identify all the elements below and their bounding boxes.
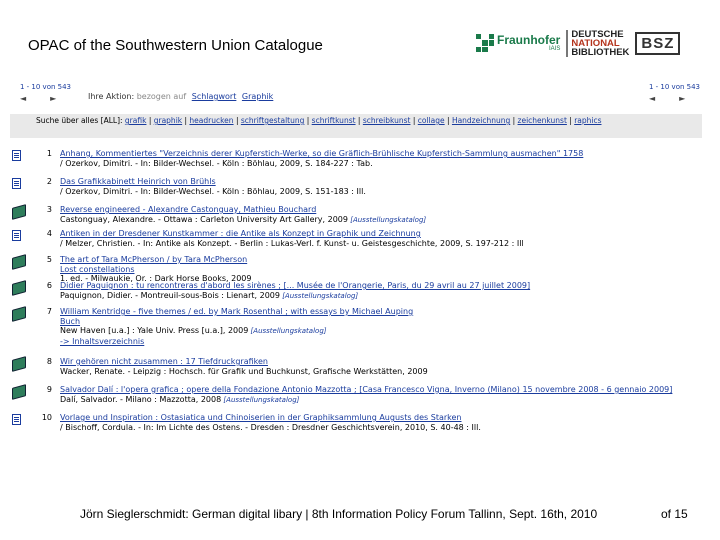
dnb-line-3: BIBLIOTHEK: [571, 46, 630, 58]
result-secondary-link[interactable]: Buch: [60, 316, 81, 326]
result-secondary-link[interactable]: Lost constellations: [60, 264, 135, 274]
book-icon: [12, 386, 23, 397]
separator: |: [182, 116, 190, 125]
search-prefix: Suche über alles [ALL]:: [36, 116, 123, 125]
result-tag: [Ausstellungskatalog]: [248, 327, 327, 335]
result-text: [60, 255, 700, 284]
result-title-link[interactable]: William Kentridge - five themes / ed. by Mark Rosenthal ; with essays by Michael Auping: [60, 307, 414, 316]
result-title-link[interactable]: Reverse engineered - Alexandre Castonguay, Mathieu Bouchard: [60, 205, 317, 214]
result-number: 6: [46, 281, 52, 290]
action-scope: bezogen auf: [136, 92, 187, 101]
fraunhofer-subtitle: IAIS: [549, 46, 561, 52]
search-links: [125, 116, 602, 125]
result-details: 1. ed. - Milwaukie, Or. : Dark Horse Books, 2009: [60, 274, 252, 283]
dnb-line-2: NATIONAL: [571, 37, 620, 49]
search-link[interactable]: schriftkunst: [311, 116, 356, 125]
result-text: [60, 413, 700, 432]
search-link[interactable]: zeichenkunst: [517, 116, 567, 125]
next-page-icon[interactable]: ►: [679, 94, 686, 103]
document-icon: [12, 150, 23, 161]
result-title-link[interactable]: The art of Tara McPherson / by Tara McPherson: [60, 255, 248, 264]
result-title-link[interactable]: Didier Paquignon : tu rencontreras d'abord les sirènes ; [... Musée de l'Orangerie, Paris, du 29 avril au 27 juillet 2009]: [60, 281, 531, 290]
document-icon: [12, 414, 23, 425]
pager-left: [20, 83, 71, 103]
search-link[interactable]: grafik: [124, 116, 147, 125]
pager-right: [649, 83, 700, 103]
result-number: 9: [46, 385, 52, 394]
current-action: [88, 92, 273, 101]
separator: |: [304, 116, 312, 125]
search-link[interactable]: headrucken: [189, 116, 234, 125]
page-number: of 15: [661, 507, 688, 521]
prev-page-icon[interactable]: ◄: [20, 94, 27, 103]
result-count-left: 1 - 10 von 543: [20, 83, 72, 91]
search-link[interactable]: graphik: [153, 116, 183, 125]
action-link-graphik[interactable]: Graphik: [241, 92, 274, 101]
result-details: New Haven [u.a.] : Yale Univ. Press [u.a.], 2009: [60, 326, 249, 335]
search-suggestions-bar: [10, 114, 702, 138]
bsz-logo: BSZ: [635, 32, 680, 55]
dnb-line-1: DEUTSCHE: [571, 28, 624, 40]
result-number: 5: [46, 255, 52, 264]
result-details: Castonguay, Alexandre. - Ottawa : Carleton University Art Gallery, 2009: [60, 214, 348, 224]
result-text: [60, 385, 700, 405]
separator: |: [566, 116, 575, 125]
result-details: / Ozerkov, Dimitri. - In: Bilder-Wechsel. - Köln : Böhlau, 2009, S. 184-227 : Tab.: [60, 158, 373, 168]
partner-logos: [476, 18, 702, 68]
table-of-contents-link[interactable]: -> Inhaltsverzeichnis: [60, 336, 145, 346]
result-text: [60, 281, 700, 301]
result-details: Wacker, Renate. - Leipzig : Hochsch. für Grafik und Buchkunst, Grafische Werkstätten, 2009: [60, 366, 428, 376]
book-icon: [12, 308, 23, 319]
slide-footer: Jörn Sieglerschmidt: German digital libary | 8th Information Policy Forum Tallinn, Sept. 16th, 2010: [80, 507, 598, 521]
separator: |: [410, 116, 418, 125]
separator: |: [510, 116, 518, 125]
book-icon: [12, 256, 23, 267]
result-text: [60, 357, 700, 376]
result-title-link[interactable]: Vorlage und Inspiration : Ostasiatica und Chinoiserien in der Graphiksammlung Augusts des Starken: [60, 413, 462, 422]
fraunhofer-logo: [476, 34, 560, 52]
result-title-link[interactable]: Antiken in der Dresdener Kunstkammer : die Antike als Konzept in Graphik und Zeichnung: [60, 229, 421, 238]
result-details: / Ozerkov, Dimitri. - In: Bilder-Wechsel. - Köln : Böhlau, 2009, S. 151-183 : Ill.: [60, 186, 366, 196]
result-number: 8: [46, 357, 52, 366]
action-label: Ihre Aktion:: [88, 92, 135, 101]
fraunhofer-wordmark: Fraunhofer: [497, 33, 561, 47]
slide-title: OPAC of the Southwestern Union Catalogue: [28, 37, 323, 54]
prev-page-icon[interactable]: ◄: [648, 94, 656, 103]
result-text: [60, 149, 700, 168]
result-number: 3: [46, 205, 52, 214]
separator: |: [146, 116, 154, 125]
search-link[interactable]: collage: [417, 116, 445, 125]
result-number: 10: [41, 413, 52, 422]
search-link[interactable]: Handzeichnung: [451, 116, 511, 125]
search-link[interactable]: schriftgestaltung: [240, 116, 305, 125]
separator: |: [355, 116, 363, 125]
result-text: [60, 307, 700, 346]
result-tag: [Ausstellungskatalog]: [347, 215, 427, 224]
separator: |: [444, 116, 452, 125]
result-tag: [Ausstellungskatalog]: [279, 291, 359, 300]
result-number: 2: [46, 177, 52, 186]
result-number: 1: [46, 149, 52, 158]
result-details: Paquignon, Didier. - Montreuil-sous-Bois : Lienart, 2009: [60, 290, 280, 300]
search-link[interactable]: schreibkunst: [362, 116, 411, 125]
result-details: / Melzer, Christien. - In: Antike als Konzept. - Berlin : Lukas-Verl. f. Kunst- u. Geistesgeschichte, 2009, S. 197-212 : Ill: [60, 238, 524, 248]
result-number: 4: [46, 229, 52, 238]
next-page-icon[interactable]: ►: [50, 94, 57, 103]
result-number: 7: [46, 307, 52, 316]
result-title-link[interactable]: Salvador Dalí : l'opera grafica ; opere della Fondazione Antonio Mazzotta ; [Casa Francesco Vigna, Inverno (Milano) 15 novembre 2008 - 6 gennaio 2009]: [60, 385, 673, 394]
document-icon: [12, 230, 23, 241]
book-icon: [12, 358, 23, 369]
result-details: / Bischoff, Cordula. - In: Im Lichte des Ostens. - Dresden : Dresdner Geschichtsverein, 2010, S. 40-48 : Ill.: [60, 422, 481, 432]
book-icon: [12, 282, 23, 293]
opac-screenshot: [18, 80, 702, 466]
separator: |: [233, 116, 241, 125]
result-tag: [Ausstellungskatalog]: [221, 395, 300, 404]
dnb-logo: [566, 30, 629, 57]
result-text: [60, 229, 700, 248]
result-title-link[interactable]: Wir gehören nicht zusammen : 17 Tiefdruckgrafiken: [60, 357, 268, 366]
fraunhofer-mark-icon: [476, 34, 494, 52]
document-icon: [12, 178, 23, 189]
result-details: Dalí, Salvador. - Milano : Mazzotta, 2008: [60, 394, 222, 404]
search-link[interactable]: raphics: [574, 116, 602, 125]
result-text: [60, 177, 700, 196]
result-title-link[interactable]: Das Grafikkabinett Heinrich von Brühls: [60, 177, 216, 186]
action-link-subject[interactable]: Schlagwort: [191, 92, 237, 101]
result-title-link[interactable]: Anhang, Kommentiertes "Verzeichnis derer Kupferstich-Werke, so die Gräflich-Brühlische Kupferstich-Sammlung ausmachen" 1758: [60, 149, 584, 158]
result-text: [60, 205, 700, 225]
result-count-right: 1 - 10 von 543: [648, 83, 700, 91]
book-icon: [12, 206, 23, 217]
